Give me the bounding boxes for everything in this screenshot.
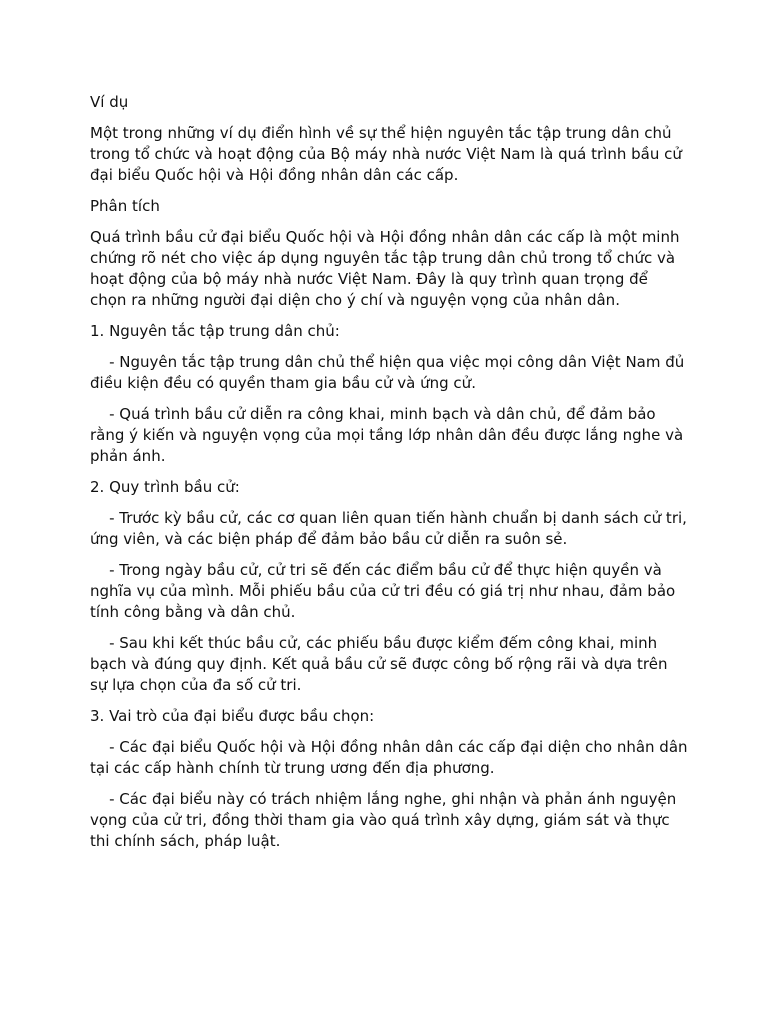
section-2 [90,477,692,696]
analysis-paragraph: Quá trình bầu cử đại biểu Quốc hội và Hội đồng nhân dân các cấp là một minh chứng rõ nét cho việc áp dụng nguyên tắc tập trung dân chủ trong tổ chức và hoạt động của bộ máy nhà nước Việt Nam. Đây là quy trình quan trọng để chọn ra những người đại diện cho ý chí và nguyện vọng của nhân dân. [90,228,685,309]
section-heading: 1. Nguyên tắc tập trung dân chủ: [90,322,340,340]
intro-paragraph: Một trong những ví dụ điển hình về sự thể hiện nguyên tắc tập trung dân chủ trong tổ chức và hoạt động của Bộ máy nhà nước Việt Nam là quá trình bầu cử đại biểu Quốc hội và Hội đồng nhân dân các cấp. [90,124,687,184]
document-title: Ví dụ [90,93,129,111]
analysis-heading: Phân tích [90,197,160,215]
section-item: - Sau khi kết thúc bầu cử, các phiếu bầu được kiểm đếm công khai, minh bạch và đúng quy định. Kết quả bầu cử sẽ được công bố rộng rãi và dựa trên sự lựa chọn của đa số cử tri. [90,634,673,694]
section-1 [90,321,688,467]
section-heading: 2. Quy trình bầu cử: [90,478,240,496]
section-item: - Các đại biểu Quốc hội và Hội đồng nhân dân các cấp đại diện cho nhân dân tại các cấp hành chính từ trung ương đến địa phương. [90,738,693,777]
section-item: - Trong ngày bầu cử, cử tri sẽ đến các điểm bầu cử để thực hiện quyền và nghĩa vụ của mình. Mỗi phiếu bầu của cử tri đều có giá trị như nhau, đảm bảo tính công bằng và dân chủ. [90,561,680,621]
section-item: - Trước kỳ bầu cử, các cơ quan liên quan tiến hành chuẩn bị danh sách cử tri, ứng viên, và các biện pháp để đảm bảo bầu cử diễn ra suôn sẻ. [90,509,692,548]
section-item: - Các đại biểu này có trách nhiệm lắng nghe, ghi nhận và phản ánh nguyện vọng của cử tri, đồng thời tham gia vào quá trình xây dựng, giám sát và thực thi chính sách, pháp luật. [90,790,682,850]
section-heading: 3. Vai trò của đại biểu được bầu chọn: [90,707,375,725]
section-3 [90,706,693,852]
section-item: - Quá trình bầu cử diễn ra công khai, minh bạch và dân chủ, để đảm bảo rằng ý kiến và nguyện vọng của mọi tầng lớp nhân dân đều được lắng nghe và phản ánh. [90,405,688,465]
section-item: - Nguyên tắc tập trung dân chủ thể hiện qua việc mọi công dân Việt Nam đủ điều kiện đều có quyền tham gia bầu cử và ứng cử. [90,353,690,392]
